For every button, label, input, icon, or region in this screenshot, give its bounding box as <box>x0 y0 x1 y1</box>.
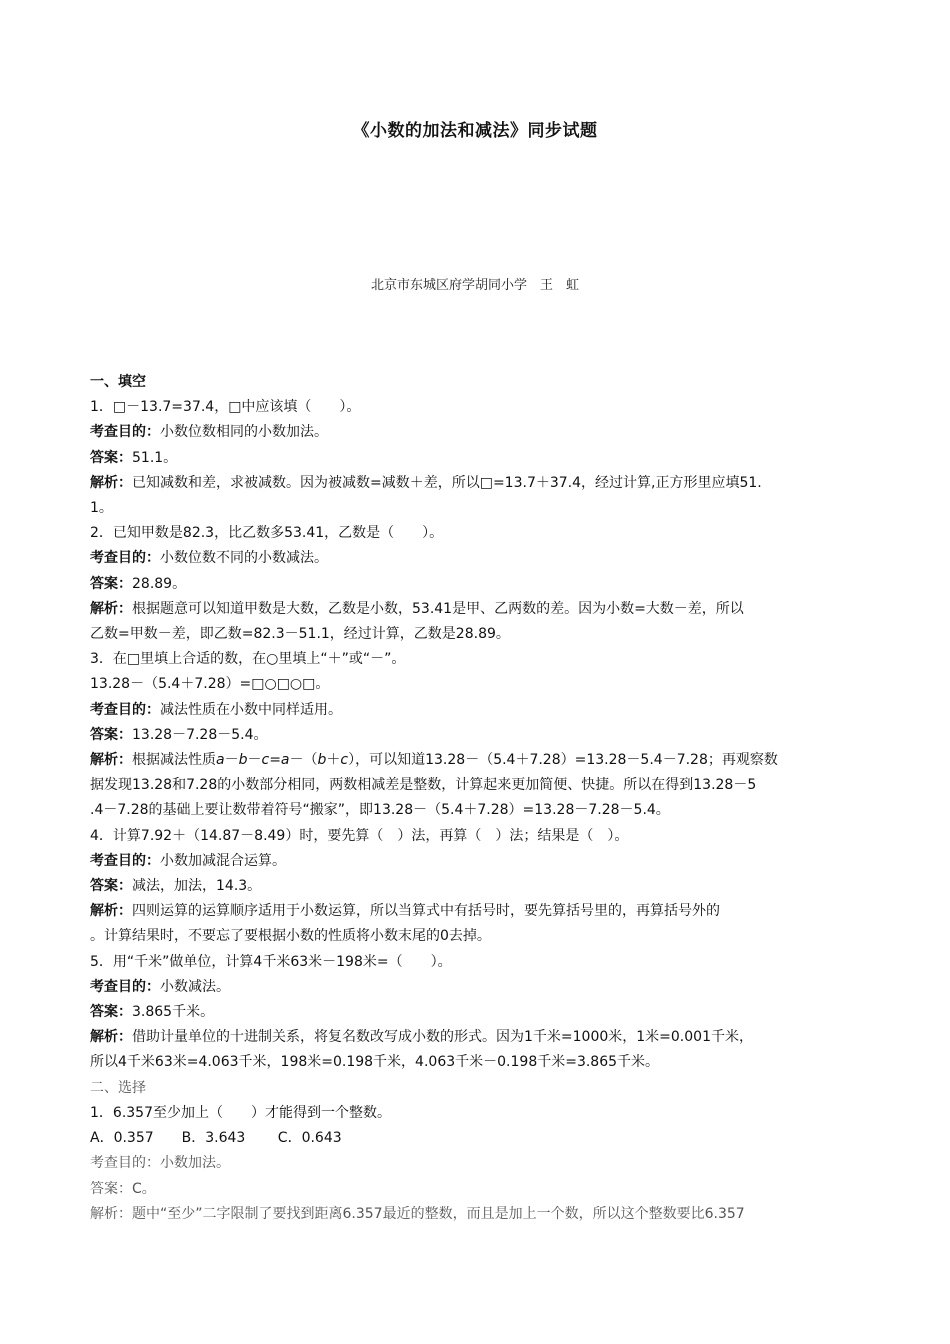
formula-var: c <box>340 752 349 769</box>
q5-purpose <box>90 975 860 1000</box>
formula-var: b <box>317 752 327 769</box>
answer-text: 28.89。 <box>132 575 187 592</box>
answer-label: 答案： <box>90 449 132 466</box>
q3-analysis-cont: .4－7.28的基础上要让数带着符号“搬家”，即13.28－（5.4＋7.28）=13.28－7.28－5.4。 <box>90 802 670 819</box>
answer-label: 答案： <box>90 726 132 743</box>
formula-var: a <box>280 752 290 769</box>
purpose-text: 小数位数相同的小数加法。 <box>160 424 328 441</box>
analysis-label: 解析： <box>90 600 132 617</box>
formula-op: ） <box>348 752 356 769</box>
analysis-text: 根据减法性质 <box>132 752 216 769</box>
q4-analysis <box>90 899 860 924</box>
analysis-text: 四则运算的运算顺序适用于小数运算，所以当算式中有括号时，要先算括号里的，再算括号外的 <box>132 903 720 920</box>
q1-analysis-cont: 1。 <box>90 500 113 517</box>
c1-analysis: 解析：题中“至少”二字限制了要找到距离6.357最近的整数，而且是加上一个数，所以这个整数要比6.357 <box>90 1205 745 1222</box>
analysis-label: 解析： <box>90 752 132 769</box>
q5-analysis <box>90 1025 860 1050</box>
analysis-label: 解析： <box>90 903 132 920</box>
formula-var: c <box>261 752 270 769</box>
purpose-text: 小数减法。 <box>160 978 230 995</box>
formula-var: b <box>238 752 248 769</box>
q3-analysis-cont: 据发现13.28和7.28的小数部分相同，两数相减差是整数，计算起来更加简便、快捷。所以在得到13.28－5 <box>90 777 757 794</box>
analysis-label: 解析： <box>90 1029 132 1046</box>
c1-answer: 答案：C。 <box>90 1180 156 1197</box>
q3-purpose <box>90 698 860 723</box>
author-line: 北京市东城区府学胡同小学 王 虹 <box>370 278 579 293</box>
formula-op: = <box>269 752 281 769</box>
q2-analysis <box>90 597 860 622</box>
analysis-text: 借助计量单位的十进制关系，将复名数改写成小数的形式。因为1千米=1000米，1米=0.001千米， <box>132 1029 753 1046</box>
q4-purpose <box>90 849 860 874</box>
q2-analysis-cont: 乙数=甲数－差，即乙数=82.3－51.1，经过计算，乙数是28.89。 <box>90 626 510 643</box>
formula-op: ＋ <box>326 752 341 769</box>
purpose-text: 小数位数不同的小数减法。 <box>160 550 328 567</box>
q4-question: 4．计算7.92＋（14.87－8.49）时，要先算（ ）法，再算（ ）法；结果是（ ）。 <box>90 827 629 844</box>
analysis-label: 解析： <box>90 474 132 491</box>
q4-answer <box>90 874 860 899</box>
q2-answer <box>90 572 860 597</box>
q1-answer <box>90 446 860 471</box>
purpose-text: 小数加减混合运算。 <box>160 852 286 869</box>
q2-question: 2．已知甲数是82.3，比乙数多53.41，乙数是（ ）。 <box>90 525 444 542</box>
q2-purpose <box>90 546 860 571</box>
analysis-text: 根据题意可以知道甲数是大数，乙数是小数，53.41是甲、乙两数的差。因为小数=大数－差，所以 <box>132 600 744 617</box>
formula-var: a <box>216 752 225 769</box>
answer-text: 减法，加法，14.3。 <box>132 878 262 895</box>
section-heading-choice: 二、选择 <box>90 1079 146 1096</box>
c1-purpose: 考查目的：小数加法。 <box>90 1155 230 1172</box>
answer-text: 3.865千米。 <box>132 1004 215 1021</box>
answer-text: 51.1。 <box>132 449 178 466</box>
formula-op: － <box>224 752 239 769</box>
analysis-text: 已知减数和差，求被减数。因为被减数=减数＋差，所以□=13.7＋37.4，经过计算,正方形里应填51. <box>132 474 762 491</box>
q4-analysis-cont: 。计算结果时，不要忘了要根据小数的性质将小数末尾的0去掉。 <box>90 928 491 945</box>
formula-op: －（ <box>289 752 318 769</box>
q3-answer <box>90 723 860 748</box>
q1-analysis <box>90 471 860 496</box>
answer-label: 答案： <box>90 878 132 895</box>
page-title: 《小数的加法和减法》同步试题 <box>352 121 598 141</box>
formula-op: － <box>247 752 262 769</box>
q3-expression: 13.28－（5.4＋7.28）=□○□○□。 <box>90 676 330 693</box>
q5-question: 5．用“千米”做单位，计算4千米63米－198米=（ ）。 <box>90 953 452 970</box>
q3-question: 3．在□里填上合适的数，在○里填上“＋”或“－”。 <box>90 651 406 668</box>
purpose-label: 考查目的： <box>90 978 160 995</box>
purpose-label: 考查目的： <box>90 550 160 567</box>
purpose-label: 考查目的： <box>90 701 160 718</box>
c1-options: A．0.357 B．3.643 C．0.643 <box>90 1130 342 1147</box>
purpose-text: 减法性质在小数中同样适用。 <box>160 701 342 718</box>
purpose-label: 考查目的： <box>90 424 160 441</box>
c1-question: 1．6.357至少加上（ ）才能得到一个整数。 <box>90 1104 391 1121</box>
q5-answer <box>90 1000 860 1025</box>
analysis-text: ，可以知道13.28－（5.4＋7.28）=13.28－5.4－7.28；再观察数 <box>355 752 778 769</box>
q1-purpose <box>90 420 860 445</box>
answer-label: 答案： <box>90 1004 132 1021</box>
answer-text: 13.28－7.28－5.4。 <box>132 726 268 743</box>
q1-question: 1．□－13.7=37.4，□中应该填（ ）。 <box>90 399 361 416</box>
q5-analysis-cont: 所以4千米63米=4.063千米，198米=0.198千米，4.063千米－0.198千米=3.865千米。 <box>90 1054 660 1071</box>
section-heading-fill: 一、填空 <box>90 374 146 390</box>
purpose-label: 考查目的： <box>90 852 160 869</box>
answer-label: 答案： <box>90 575 132 592</box>
q3-analysis <box>90 748 860 773</box>
content-body <box>90 370 860 1227</box>
